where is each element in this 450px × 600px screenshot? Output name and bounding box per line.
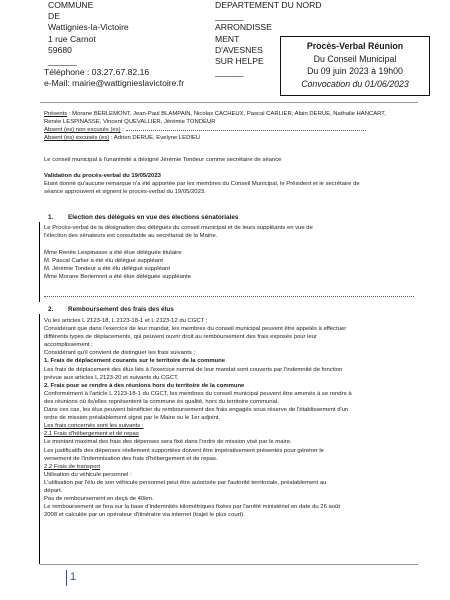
commune-line: ______ [48, 56, 77, 67]
section-1-heading [48, 214, 239, 221]
section-2-title: Remboursement des frais des élus [68, 306, 174, 313]
arrondissement-line: MENT [215, 33, 240, 44]
attendance-block [44, 110, 414, 142]
section-2-number: 2. [48, 306, 54, 313]
delegate-line: Mme Morane Berlemont a été élue déléguée suppléante [44, 274, 192, 281]
footer-divider [40, 564, 418, 565]
title-box [280, 36, 430, 96]
commune-line: COMMUNE [48, 0, 94, 10]
arrondissement-line: ARRONDISSE [215, 22, 272, 33]
section-2-text: Le remboursement se fera sur la base d'indemnités kilométriques fixées par l'arrêté ministériel en date du 26 août [44, 504, 340, 511]
section-2-text: Utilisation du véhicule personnel : [44, 471, 132, 478]
commune-block [48, 0, 129, 67]
section-2-text: accomplissement ; [44, 342, 93, 349]
header-divider [40, 102, 418, 103]
section-2-body [44, 317, 416, 519]
section-2-text: versement de l'indemnisation des frais d'hébergement et de repas. [44, 455, 218, 462]
commune-line: Wattignies-la-Victoire [48, 22, 129, 33]
arrondissement-line: ______ [215, 67, 244, 78]
title-line: Du Conseil Municipal [313, 53, 397, 64]
section-2-text: Considérant que dans l'exercice de leur mandat, les membres du conseil municipal peuvent être appelés à effectuer [44, 326, 347, 333]
absent-unexcused-list: : [120, 127, 126, 134]
section-2-text: Vu les articles L 2123-18, L 2123-18-1 et L 2123-12 du CGCT ; [44, 318, 208, 324]
validation-block [44, 172, 414, 196]
commune-line: DE [48, 11, 60, 22]
section-2-text: 2008 et calculée par un opérateur d'itinéraire via internet (trajet le plus court). [44, 512, 245, 519]
department-name: DEPARTEMENT DU NORD [215, 0, 322, 10]
section-1-margin-line [39, 222, 40, 302]
section-2-text: 2.1 Frais d'hébergement et de repas [44, 431, 139, 438]
document-title: Procès-Verbal Réunion [306, 41, 404, 51]
section-2-text: Dans ces cas, les élus peuvent bénéficier du remboursement des frais engagés sous réserve de l'établissement d'un [44, 407, 349, 414]
section-2-text: Le montant maximal des frais des dépenses sera fixé dans l'ordre de mission visé par le maire. [44, 439, 292, 446]
section-2-text: 1. Frais de déplacement courants sur le territoire de la commune [44, 358, 226, 365]
section-1-body [44, 224, 416, 282]
secretary-statement: Le conseil municipal à l'unanimité a désigné Jérémie Tondeur comme secrétaire de séance [44, 157, 282, 163]
validation-title: Validation du procès-verbal du 19/05/2023 [44, 173, 161, 179]
validation-text: Etant donné qu'aucune remarque n'a été apportée par les membres du Conseil Municipal, le Président et le secrétaire de [44, 181, 360, 188]
section-1-text: Le Procès-verbal de la désignation des délégués du conseil municipal et de leurs suppléants en vue de [44, 225, 313, 231]
arrondissement-line: ______ [215, 11, 244, 22]
section-2-margin-line [39, 314, 40, 564]
section-2-text: prévue aux articles L 2123-20 et suivants du CGCT. [44, 374, 179, 381]
delegate-line: Mme Renée Lespinasse a été élue déléguée titulaire [44, 250, 182, 257]
email-address: e-Mail: mairie@wattigniesl​avictoire.fr [44, 78, 185, 89]
validation-text: séance approuvent et signent le procès-verbal du 19/05/2023. [44, 189, 206, 196]
section-1-number: 1. [48, 214, 54, 221]
section-2-text: Les justificatifs des dépenses réellement supportées doivent être impérativement présentés pour générer le [44, 447, 324, 454]
arrondissement-line: D'AVESNES [215, 44, 263, 55]
title-date: Du 09 juin 2023 à 19h00 [307, 66, 403, 76]
arrondissement-line: SUR HELPE [215, 56, 264, 67]
phone-number: Téléphone : 03.27.67.82.16 [44, 67, 150, 77]
section-2-text: ordre de mission préalablement signé par le Maire ou le 1er adjoint. [44, 415, 221, 422]
section-1-dotted-divider [44, 296, 414, 297]
present-list-continued: Renée LESPINASSE, Vincent QUEVALLIER, Jérémie TONDEUR [44, 119, 216, 126]
section-2-text: Pas de remboursement en deçà de 40km. [44, 496, 154, 503]
delegate-line: M. Pascal Carlier a été élu délégué suppléant [44, 258, 163, 265]
section-2-text: Considérant qu'il convient de distinguer les frais suivants ; [44, 350, 196, 357]
section-2-text: Conformément à l'article L 2123-18-1 du CGCT, les membres du conseil municipal peuvent être amenés à se rendre à [44, 390, 352, 397]
commune-line: 59680 [48, 44, 72, 55]
section-2-text: L'utilisation par l'élu de son véhicule personnel peut être autorisée par l'autorité territoriale, préalablement au [44, 479, 327, 486]
absent-excused-label: Absent (es) excusés (es) [44, 135, 110, 142]
page-number: 1 [70, 571, 77, 583]
present-label: Présents [44, 111, 68, 117]
section-2-text: Les frais concernés sont les suivants : [44, 423, 144, 430]
section-2-text: 2. Frais pour se rendre à des réunions hors du territoire de la commune [44, 382, 245, 389]
section-1-text: l'élection des sénateurs est consultable au secrétariat de la Mairie. [44, 233, 218, 240]
section-2-text: 2.2 Frais de transport [44, 463, 100, 470]
delegate-line: M. Jérémie Tondeur a été élu délégué suppléant [44, 266, 170, 273]
section-1-title: Election des délégués en vue des élections sénatoriales [68, 214, 239, 221]
absent-unexcused-label: Absent (es) non excusés (es) [44, 127, 121, 134]
section-2-heading [48, 306, 174, 313]
dotted-leader [126, 130, 366, 131]
footer-accent-bar [66, 570, 67, 586]
section-2-text: des réunions où ils/elles représentent la commune ès qualité, hors du territoire communal. [44, 398, 279, 405]
contact-block [44, 67, 184, 89]
convocation-date: Convocation du 01/06/2023 [301, 78, 409, 89]
present-list: : Morane BERLEMONT, Jean-Paul BLAMPAIN, Nicolas CACHEUX, Pascal CARLIER, Alain DERUE, Nathalie HANCART, [67, 111, 386, 117]
absent-excused-list: : Adrien DERUE, Evelyne LEDIEU [109, 135, 201, 142]
section-2-text: départ. [44, 487, 63, 494]
section-2-text: différents types de déplacements, qui peuvent ouvrir droit au remboursement des frais exposés pour leur [44, 334, 317, 341]
section-2-text: Les frais de déplacement des élus liés à l'exercice normal de leur mandat sont couverts par l'indemnité de fonction [44, 366, 343, 373]
commune-line: 1 rue Carnot [48, 33, 96, 44]
